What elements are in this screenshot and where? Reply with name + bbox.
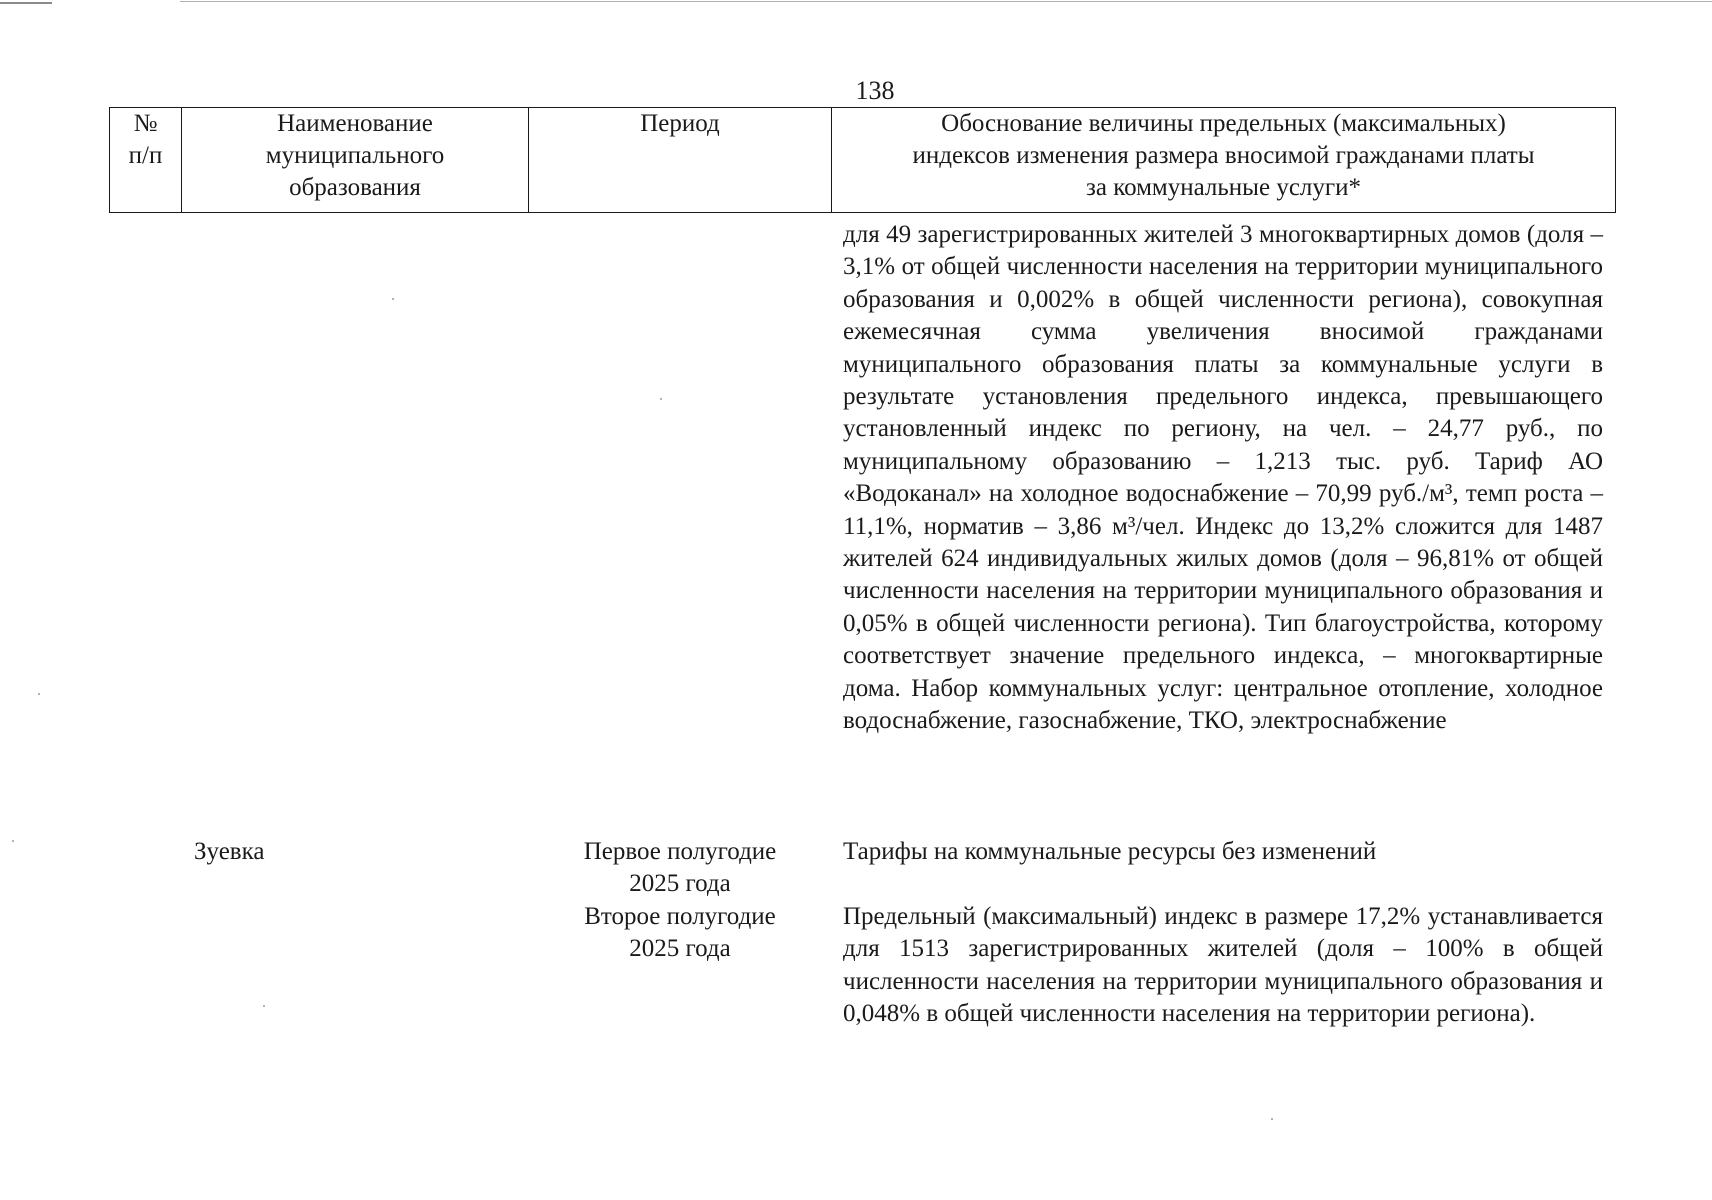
scan-speck	[660, 398, 662, 400]
scan-edge-left	[0, 2, 52, 4]
table-header-row	[110, 108, 1616, 213]
scan-speck	[392, 298, 394, 300]
scan-speck	[38, 693, 40, 695]
scan-speck	[12, 840, 14, 842]
scan-speck	[263, 1005, 265, 1007]
header-number: № п/п	[110, 108, 182, 213]
header-period: Период	[529, 108, 832, 213]
header-justification: Обоснование величины предельных (максимальных) индексов изменения размера вносимой гражданами платы за коммунальные услуги*	[832, 108, 1616, 213]
municipality-name: Зуевка	[194, 838, 265, 865]
justification-first-half: Тарифы на коммунальные ресурсы без изменений	[843, 838, 1377, 865]
continuation-justification-text: для 49 зарегистрированных жителей 3 многоквартирных домов (доля – 3,1% от общей численности населения на территории муниципального образования и 0,002% в общей численности региона), совокупная ежемесячная сумма увеличения вносимой гражданами муниципального образования платы за коммунальные услуги в результате установления предельного индекса, превышающего установленный индекс по региону, на чел. – 24,77 руб., по муниципальному образованию – 1,213 тыс. руб. Тариф АО «Водоканал» на холодное водоснабжение – 70,99 руб./м³, темп роста – 11,1%, норматив – 3,86 м³/чел. Индекс до 13,2% сложится для 1487 жителей 624 индивидуальных жилых домов (доля – 96,81% от общей численности населения на территории муниципального образования и 0,05% в общей численности региона). Тип благоустройства, которому соответствует значение предельного индекса, – многоквартирные дома. Набор коммунальных услуг: центральное отопление, холодное водоснабжение, газоснабжение, ТКО, электроснабжение	[843, 221, 1603, 735]
period-second-half: Второе полугодие 2025 года	[584, 903, 776, 963]
scan-speck	[1271, 1118, 1273, 1120]
table-header	[109, 107, 1616, 213]
scan-edge-right	[180, 1, 1712, 2]
period-first-half: Первое полугодие 2025 года	[583, 838, 777, 898]
justification-second-half: Предельный (максимальный) индекс в размере 17,2% устанавливается для 1513 зарегистрированных жителей (доля – 100% в общей численности населения на территории муниципального образования и 0,048% в общей численности населения на территории региона).	[843, 903, 1603, 1028]
header-municipality: Наименование муниципального образования	[182, 108, 529, 213]
page-number: 138	[855, 76, 895, 105]
